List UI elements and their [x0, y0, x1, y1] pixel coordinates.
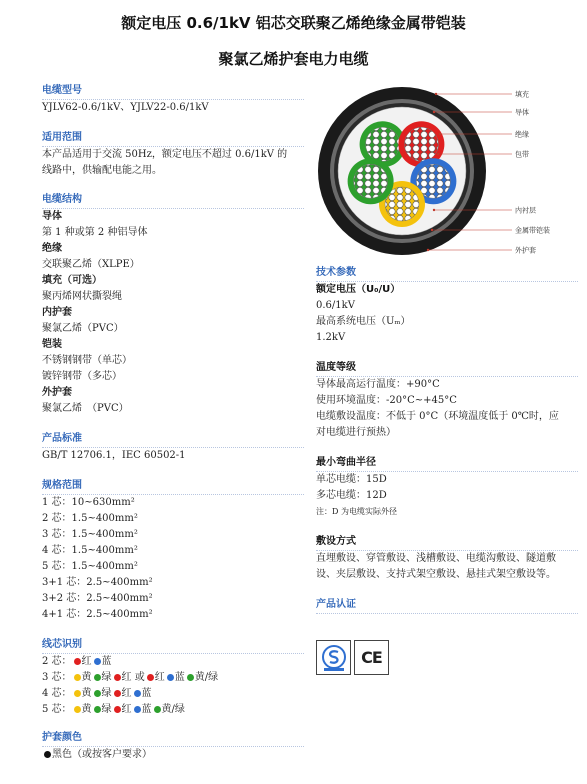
core-conductor	[404, 127, 438, 161]
core-color-dot	[114, 690, 121, 697]
cable-cross-section-diagram	[316, 82, 576, 260]
core-conductor	[366, 127, 400, 161]
structure-outer-sheath-desc: 聚氯乙烯 （PVC）	[42, 403, 129, 414]
structure-armour-desc-1: 不锈钢钢带（单芯）	[42, 355, 132, 366]
spec-line: 1 芯：10~630mm²	[42, 497, 135, 508]
core-id-row	[42, 686, 304, 702]
core-color-dot	[134, 706, 141, 713]
core-color-dot	[74, 690, 81, 697]
structure-armour-desc-2: 镀锌钢带（多芯）	[42, 371, 122, 382]
label-leader-dot	[433, 209, 435, 211]
bend-line: 多芯电缆：12D	[316, 490, 387, 501]
structure-filler-title: 填充（可选）	[42, 275, 102, 286]
structure-armour-title: 铠装	[42, 339, 62, 350]
standard-heading: 产品标准	[42, 431, 304, 448]
core-id-row	[42, 654, 304, 670]
temp-line: 导体最高运行温度：+90°C	[316, 379, 440, 390]
scope-text: 本产品适用于交流 50Hz，额定电压不超过 0.6/1kV 的线路中，供输配电能之用。	[42, 149, 288, 176]
spec-line: 3+2 芯：2.5~400mm²	[42, 593, 153, 604]
label-leader-dot	[437, 153, 439, 155]
diagram-label: 内衬层	[515, 206, 536, 215]
structure-heading: 电缆结构	[42, 192, 304, 209]
core-id-label: 2 芯：	[42, 656, 72, 667]
doc-title-line1: 额定电压 0.6/1kV 铝芯交联聚乙烯绝缘金属带铠装	[121, 14, 466, 32]
core-color-text: 红	[121, 688, 132, 699]
core-color-dot	[74, 658, 81, 665]
core-color-text: 黄/绿	[161, 704, 185, 715]
structure-outer-sheath-title: 外护套	[42, 387, 72, 398]
label-leader-dot	[431, 229, 433, 231]
diagram-label: 外护套	[515, 246, 536, 255]
rated-voltage-label: 额定电压（U₀/U）	[316, 284, 401, 295]
label-leader-dot	[427, 249, 429, 251]
core-id-label: 4 芯：	[42, 688, 72, 699]
core-color-dot	[94, 658, 101, 665]
ce-mark-text: CE	[361, 648, 382, 667]
core-color-dot	[74, 674, 81, 681]
left-column	[42, 83, 304, 763]
core-color-text: 黄	[81, 688, 92, 699]
diagram-label: 填充	[515, 90, 529, 99]
core-color-dot	[154, 706, 161, 713]
structure-insulation-desc: 交联聚乙烯（XLPE）	[42, 259, 140, 270]
diagram-label: 金属带铠装	[515, 226, 550, 235]
structure-insulation-title: 绝缘	[42, 243, 62, 254]
core-color-dot	[114, 674, 121, 681]
core-color-dot	[94, 674, 101, 681]
spec-line: 4+1 芯：2.5~400mm²	[42, 609, 153, 620]
core-id-label: 3 芯：	[42, 672, 72, 683]
bend-heading: 最小弯曲半径	[316, 455, 578, 472]
bend-line: 单芯电缆：15D	[316, 474, 387, 485]
core-color-text: 黄	[81, 704, 92, 715]
model-heading: 电缆型号	[42, 83, 304, 100]
label-leader-dot	[433, 111, 435, 113]
core-color-text: 绿	[101, 704, 112, 715]
max-voltage-label: 最高系统电压（Uₘ）	[316, 316, 411, 327]
install-heading: 敷设方式	[316, 534, 578, 551]
scope-heading: 适用范围	[42, 130, 304, 147]
sheath-color-text: 黑色（或按客户要求）	[52, 749, 152, 760]
label-leader-dot	[439, 133, 441, 135]
core-id-list	[42, 654, 304, 718]
tech-heading: 技术参数	[316, 265, 578, 282]
core-color-dot	[187, 674, 194, 681]
core-color-dot	[74, 706, 81, 713]
model-text: YJLV62-0.6/1kV、YJLV22-0.6/1kV	[42, 102, 209, 113]
cert-heading: 产品认证	[316, 597, 578, 614]
core-color-text: 红	[81, 656, 92, 667]
spec-line: 4 芯：1.5~400mm²	[42, 545, 138, 556]
core-color-text: 绿	[101, 688, 112, 699]
bend-note: 注：D 为电缆实际外径	[316, 507, 397, 516]
core-color-text: 蓝	[141, 688, 152, 699]
diagram-label: 导体	[515, 108, 529, 117]
temp-line: 使用环境温度：-20°C~+45°C	[316, 395, 457, 406]
core-color-text: 蓝	[141, 704, 152, 715]
core-color-dot	[134, 690, 141, 697]
core-color-text: 红	[121, 704, 132, 715]
right-column	[316, 265, 578, 614]
install-text: 直埋敷设、穿管敷设、浅槽敷设、电缆沟敷设、隧道敷设、夹层敷设、支持式架空敷设、悬挂式架空敷设等。	[316, 553, 556, 580]
core-color-dot	[94, 706, 101, 713]
core-id-row	[42, 670, 304, 686]
core-color-text: 黄	[81, 672, 92, 683]
diagram-label: 绝缘	[515, 130, 529, 139]
core-color-text: 蓝	[174, 672, 185, 683]
core-color-text: 绿	[101, 672, 112, 683]
spec-line: 3+1 芯：2.5~400mm²	[42, 577, 153, 588]
spec-line: 3 芯：1.5~400mm²	[42, 529, 138, 540]
core-color-dot	[167, 674, 174, 681]
temp-laying: 电缆敷设温度：不低于 0°C（环境温度低于 0℃时，应对电缆进行预热）	[316, 411, 559, 438]
core-color-dot	[147, 674, 154, 681]
sheath-color-heading: 护套颜色	[42, 730, 304, 747]
core-color-text: 黄/绿	[194, 672, 219, 683]
spec-line: 5 芯：1.5~400mm²	[42, 561, 138, 572]
core-id-label: 5 芯：	[42, 704, 72, 715]
cable-core	[348, 158, 394, 204]
max-voltage-value: 1.2kV	[316, 332, 346, 343]
structure-inner-sheath-title: 内护套	[42, 307, 72, 318]
ce-cert-logo	[354, 640, 389, 675]
spec-heading: 规格范围	[42, 478, 304, 495]
sheath-color-row	[42, 747, 304, 763]
rated-voltage-value: 0.6/1kV	[316, 300, 355, 311]
core-color-dot	[114, 706, 121, 713]
core-color-dot	[94, 690, 101, 697]
structure-inner-sheath-desc: 聚氯乙烯（PVC）	[42, 323, 124, 334]
doc-title-line2: 聚氯乙烯护套电力电缆	[218, 50, 369, 68]
structure-conductor-desc: 第 1 种或第 2 种铝导体	[42, 227, 148, 238]
core-id-row	[42, 702, 304, 718]
standard-text: GB/T 12706.1，IEC 60502-1	[42, 450, 186, 461]
core-id-heading: 线芯识别	[42, 637, 304, 654]
diagram-label: 包带	[515, 150, 529, 159]
core-conductor	[354, 164, 388, 198]
core-color-text: 红	[154, 672, 165, 683]
spec-line: 2 芯：1.5~400mm²	[42, 513, 138, 524]
core-color-text: 蓝	[101, 656, 112, 667]
structure-filler-desc: 聚丙烯网状撕裂绳	[42, 291, 122, 302]
black-color-dot	[44, 751, 51, 758]
ccc-cert-logo	[316, 640, 351, 675]
core-color-text: 红 或	[121, 672, 145, 683]
temp-heading: 温度等级	[316, 360, 578, 377]
structure-conductor-title: 导体	[42, 211, 62, 222]
label-leader-dot	[435, 93, 437, 95]
ccc-cert-icon	[320, 644, 348, 672]
